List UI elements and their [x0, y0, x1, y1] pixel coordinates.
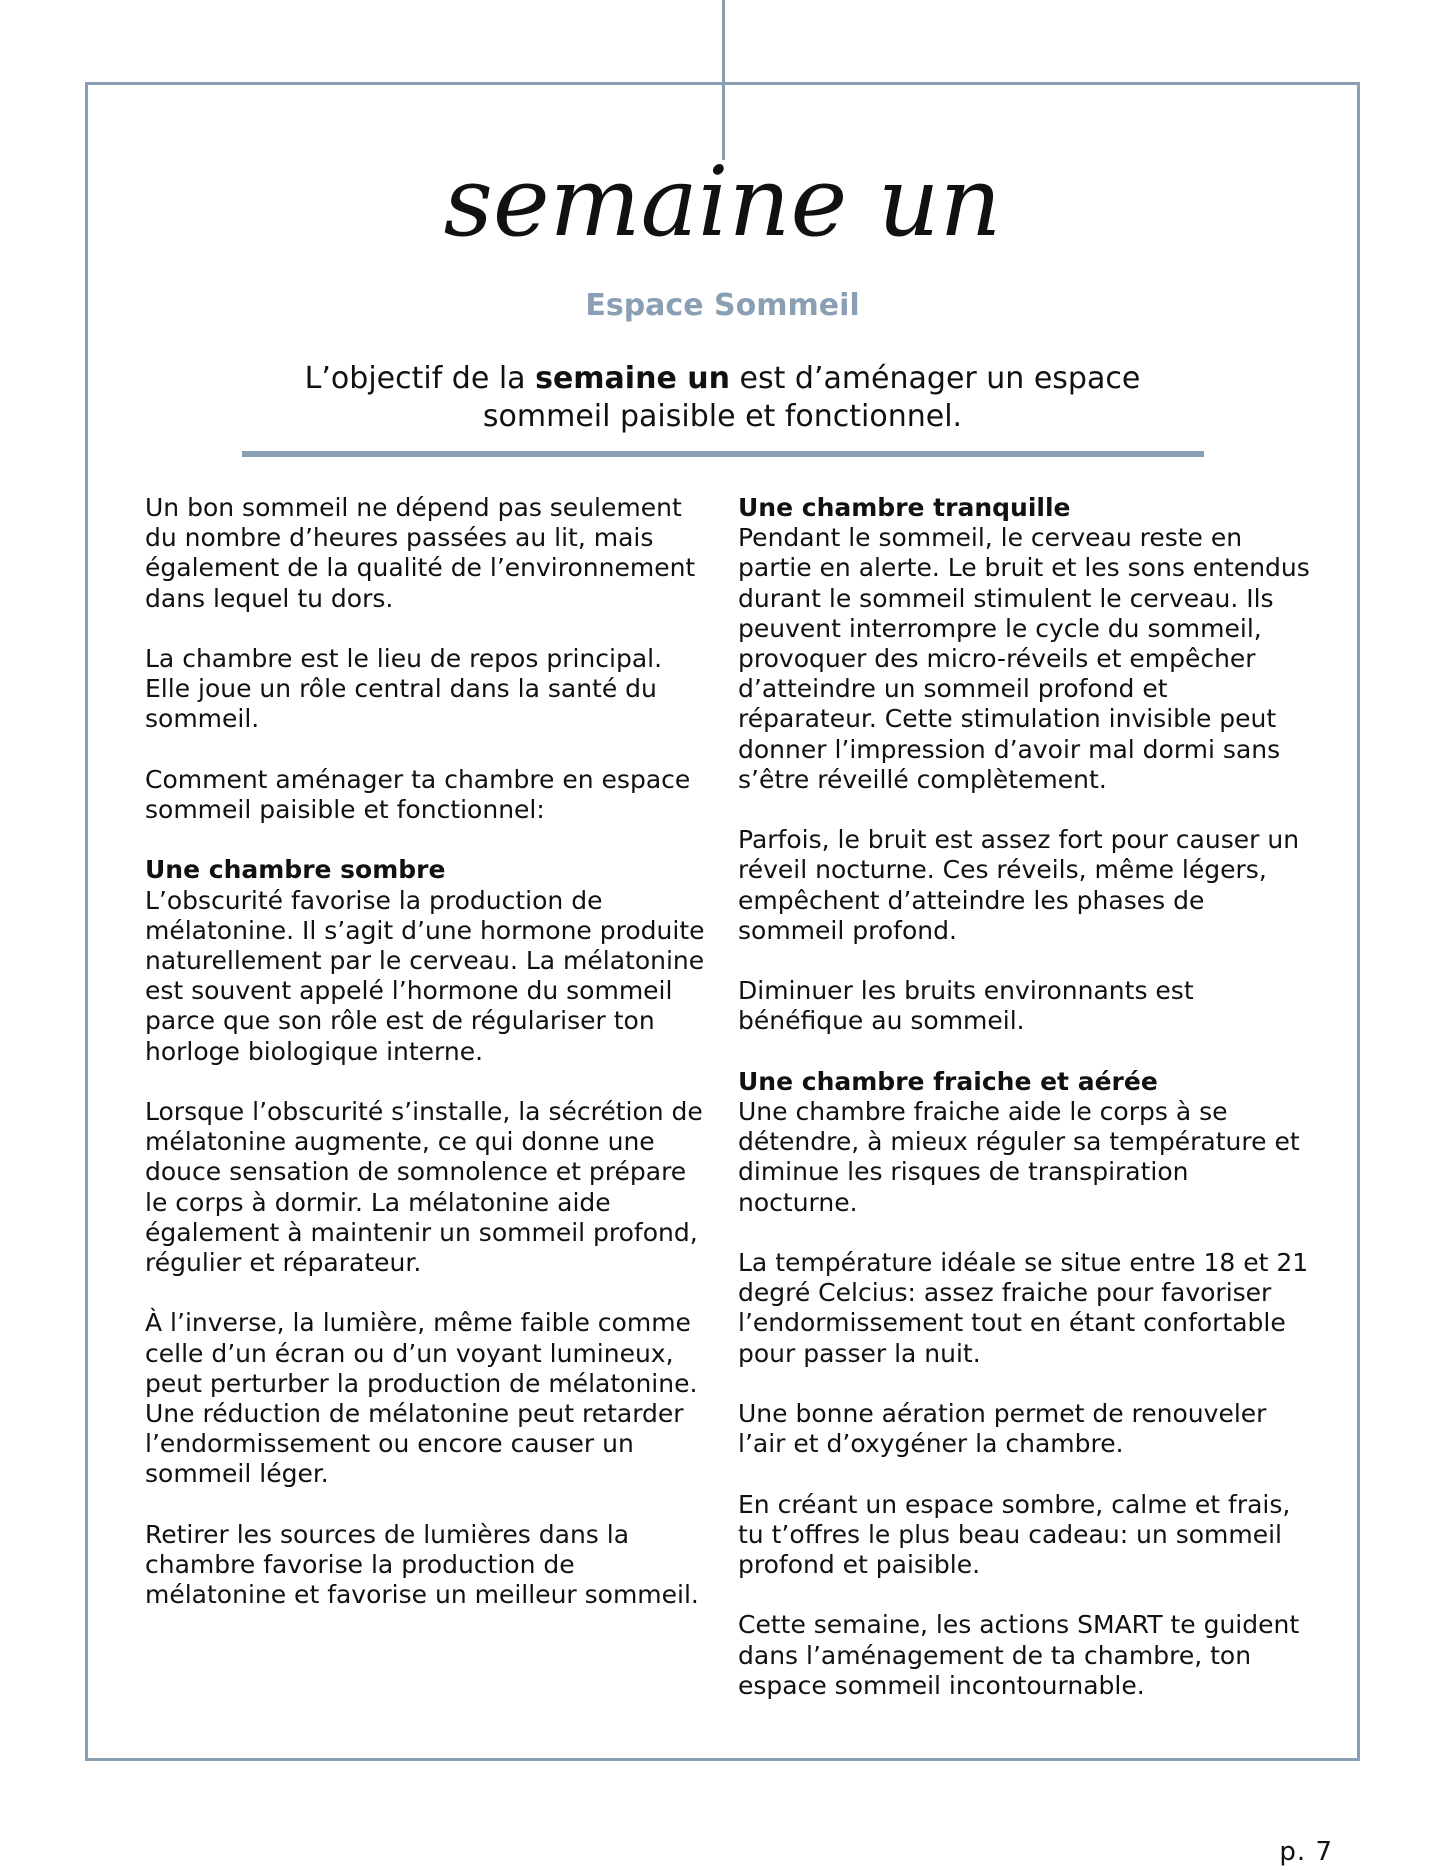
objective-statement [240, 360, 1205, 436]
intro-paragraph: Un bon sommeil ne dépend pas seulement du nombre d’heures passées au lit, mais également de la qualité de l’environnement dans lequel tu dors. [145, 493, 696, 613]
gift-paragraph: En créant un espace sombre, calme et frais, tu t’offres le plus beau cadeau: un sommeil profond et paisible. [738, 1489, 1291, 1580]
melatonin-paragraph: Lorsque l’obscurité s’installe, la sécrétion de mélatonine augmente, ce qui donne une douce sensation de somnolence et prépare le corps à dormir. La mélatonine aide également à maintenir un sommeil profond, régulier et réparateur. [145, 1097, 703, 1278]
objective-text-start: L’objectif de la [304, 361, 536, 396]
page-number: p. 7 [1279, 1837, 1333, 1867]
awakening-paragraph: Parfois, le bruit est assez fort pour causer un réveil nocturne. Ces réveils, même légers, empêchent d’atteindre les phases de sommeil profond. [738, 825, 1300, 945]
smart-actions-paragraph: Cette semaine, les actions SMART te guident dans l’aménagement de ta chambre, ton espace sommeil incontournable. [738, 1610, 1300, 1700]
ventilation-paragraph: Une bonne aération permet de renouveler l’air et d’oxygéner la chambre. [738, 1399, 1267, 1459]
left-column [145, 493, 715, 1641]
remove-light-paragraph: Retirer les sources de lumières dans la chambre favorise la production de mélatonine et favorise un meilleur sommeil. [145, 1519, 699, 1610]
light-paragraph: À l’inverse, la lumière, même faible comme celle d’un écran ou d’un voyant lumineux, peut perturber la production de mélatonine. Une réduction de mélatonine peut retarder l’endormissement ou encore causer un sommeil léger. [145, 1308, 698, 1489]
dark-room-heading: Une chambre sombre [145, 855, 446, 885]
how-to-paragraph: Comment aménager ta chambre en espace sommeil paisible et fonctionnel: [145, 764, 691, 824]
divider-rule [242, 451, 1204, 457]
bedroom-paragraph: La chambre est le lieu de repos principal. Elle joue un rôle central dans la santé du sommeil. [145, 644, 663, 734]
cool-room-paragraph: Une chambre fraiche aide le corps à se détendre, à mieux réguler sa température et diminue les risques de transpiration nocturne. [738, 1097, 1300, 1217]
cool-room-heading: Une chambre fraiche et aérée [738, 1066, 1158, 1096]
quiet-room-heading: Une chambre tranquille [738, 493, 1071, 522]
temperature-paragraph: La température idéale se situe entre 18 et 21 degré Celcius: assez fraiche pour favoriser l’endormissement tout en étant confortable pour passer la nuit. [738, 1248, 1309, 1368]
objective-text-bold: semaine un [535, 361, 730, 396]
noise-paragraph: Pendant le sommeil, le cerveau reste en partie en alerte. Le bruit et les sons entendus durant le sommeil stimulent le cerveau. Ils peuvent interrompre le cycle du sommeil, provoquer des micro-réveils et empêcher d’atteindre un sommeil profond et réparateur. Cette stimulation invisible peut donner l’impression d’avoir mal dormi sans s’être réveillé complètement. [738, 523, 1310, 794]
darkness-paragraph: L’obscurité favorise la production de mélatonine. Il s’agit d’une hormone produite naturellement par le cerveau. La mélatonine est souvent appelé l’hormone du sommeil parce que son rôle est de régulariser ton horloge biologique interne. [145, 885, 705, 1066]
page-subtitle: Espace Sommeil [585, 288, 860, 323]
reduce-noise-paragraph: Diminuer les bruits environnants est bénéfique au sommeil. [738, 976, 1194, 1036]
objective-text-end: est d’aménager un espace sommeil paisible et fonctionnel. [482, 361, 1141, 434]
right-column [738, 493, 1313, 1731]
page-title: semaine un [443, 146, 1002, 258]
